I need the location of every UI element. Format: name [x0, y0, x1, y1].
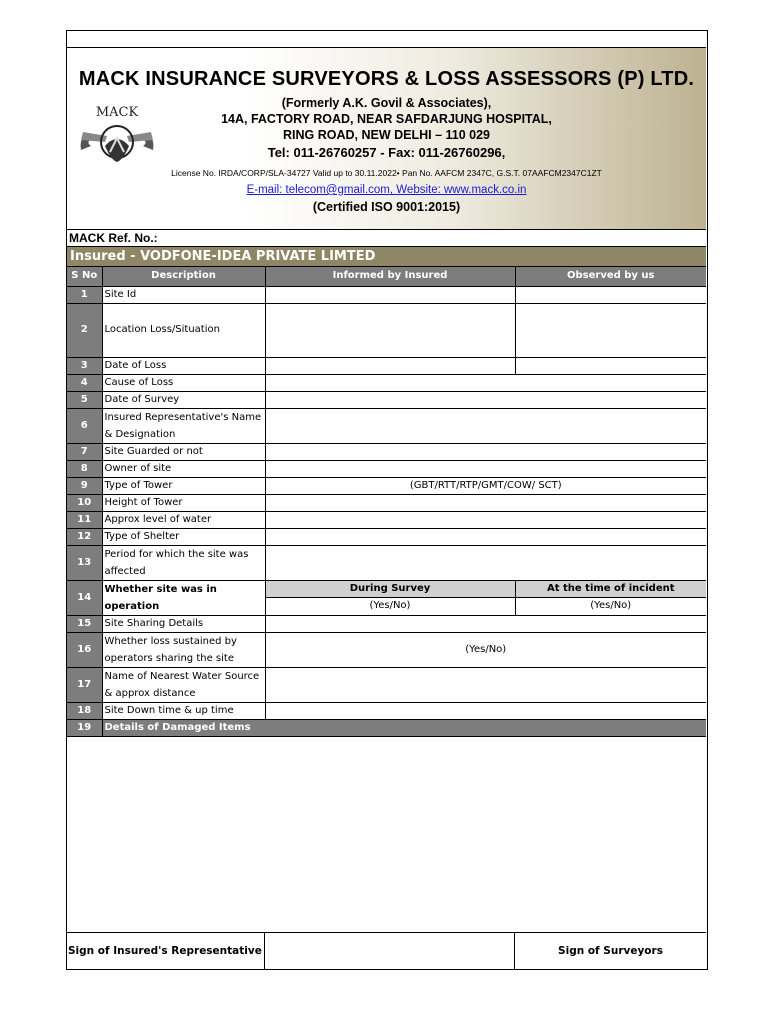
- observed-cell[interactable]: [515, 286, 706, 303]
- row-number: 4: [67, 374, 102, 391]
- sharing-loss-value[interactable]: (Yes/No): [265, 632, 706, 667]
- value-cell[interactable]: [265, 528, 706, 545]
- header-description: Description: [102, 267, 265, 286]
- row-number: 3: [67, 357, 102, 374]
- row-description: Whether loss sustained by operators sharing the site: [102, 632, 265, 667]
- row-number: 19: [67, 719, 102, 736]
- insured-signature-label: Sign of Insured's Representative: [67, 933, 265, 970]
- letterhead: [67, 47, 706, 230]
- insured-band: Insured - VODFONE-IDEA PRIVATE LIMTED: [67, 247, 706, 267]
- during-survey-value[interactable]: (Yes/No): [265, 598, 515, 616]
- row-description: Period for which the site was affected: [102, 545, 265, 580]
- mack-ref-label: MACK Ref. No.:: [67, 230, 706, 247]
- formerly-line: (Formerly A.K. Govil & Associates),: [281, 96, 492, 110]
- table-row: [67, 615, 706, 632]
- row-number: 2: [67, 303, 102, 357]
- row-description: Name of Nearest Water Source & approx distance: [102, 667, 265, 702]
- informed-cell[interactable]: [265, 286, 515, 303]
- address-line-1: 14A, FACTORY ROAD, NEAR SAFDARJUNG HOSPITAL,: [221, 112, 552, 126]
- row-number: 12: [67, 528, 102, 545]
- table-row: [67, 477, 706, 494]
- table-row: [67, 391, 706, 408]
- row-description: Whether site was in operation: [102, 580, 265, 615]
- value-cell[interactable]: [265, 391, 706, 408]
- row-description: Approx level of water: [102, 511, 265, 528]
- company-name: MACK INSURANCE SURVEYORS & LOSS ASSESSORS (P) LTD.: [78, 68, 695, 90]
- row-number: 5: [67, 391, 102, 408]
- header-informed: Informed by Insured: [265, 267, 515, 286]
- row-number: 6: [67, 408, 102, 443]
- table-row: [67, 545, 706, 580]
- table-row: [67, 443, 706, 460]
- header-observed: Observed by us: [515, 267, 706, 286]
- row-description: Date of Loss: [102, 357, 265, 374]
- surveyor-signature-label: Sign of Surveyors: [558, 945, 663, 957]
- survey-form: [66, 30, 708, 970]
- row-number: 13: [67, 545, 102, 580]
- value-cell[interactable]: [265, 667, 706, 702]
- observed-cell[interactable]: [515, 303, 706, 357]
- table-row: [67, 632, 706, 667]
- row-description: Site Id: [102, 286, 265, 303]
- incident-time-value[interactable]: (Yes/No): [515, 598, 706, 616]
- damaged-items-area[interactable]: [67, 708, 706, 932]
- row-number: 1: [67, 286, 102, 303]
- row-number: 14: [67, 580, 102, 615]
- row-description: Location Loss/Situation: [102, 303, 265, 357]
- value-cell[interactable]: [265, 545, 706, 580]
- value-cell[interactable]: [265, 494, 706, 511]
- table-row: [67, 374, 706, 391]
- value-cell[interactable]: [265, 408, 706, 443]
- license-line: License No. IRDA/CORP/SLA-34727 Valid up to 30.11.2022• Pan No. AAFCM 2347C, G.S.T. 07AAFCM2347C1ZT: [171, 168, 602, 178]
- informed-cell[interactable]: [265, 357, 515, 374]
- row-number: 11: [67, 511, 102, 528]
- tower-type-options[interactable]: (GBT/RTT/RTP/GMT/COW/ SCT): [265, 477, 706, 494]
- table-row: [67, 286, 706, 303]
- company-logo: [77, 102, 157, 174]
- value-cell[interactable]: [265, 460, 706, 477]
- row-number: 10: [67, 494, 102, 511]
- table-row: [67, 580, 706, 598]
- row-number: 9: [67, 477, 102, 494]
- observed-cell[interactable]: [515, 357, 706, 374]
- table-row: [67, 303, 706, 357]
- value-cell[interactable]: [265, 443, 706, 460]
- damaged-items-label: Details of Damaged Items: [102, 719, 706, 736]
- value-cell[interactable]: [265, 615, 706, 632]
- table-header-row: [67, 267, 706, 286]
- row-number: 8: [67, 460, 102, 477]
- insured-signature-box[interactable]: [265, 933, 515, 970]
- table-row: [67, 460, 706, 477]
- logo-text: MACK: [95, 105, 139, 120]
- header-sno: S No: [67, 267, 102, 286]
- address-line-2: RING ROAD, NEW DELHI – 110 029: [282, 128, 490, 142]
- phone-line: Tel: 011-26760257 - Fax: 011-26760296,: [267, 145, 506, 160]
- informed-cell[interactable]: [265, 303, 515, 357]
- table-row: [67, 667, 706, 702]
- row-description: Insured Representative's Name & Designation: [102, 408, 265, 443]
- during-survey-header: During Survey: [265, 580, 515, 598]
- row-description: Site Guarded or not: [102, 443, 265, 460]
- iso-certification: (Certified ISO 9001:2015): [312, 200, 461, 214]
- row-description: Date of Survey: [102, 391, 265, 408]
- row-number: 17: [67, 667, 102, 702]
- email-website-link[interactable]: E-mail: telecom@gmail.com, Website: www.mack.co.in: [246, 184, 527, 196]
- signature-row: [67, 932, 706, 969]
- row-description: Owner of site: [102, 460, 265, 477]
- row-number: 15: [67, 615, 102, 632]
- table-row: [67, 494, 706, 511]
- row-number: 16: [67, 632, 102, 667]
- value-cell[interactable]: [265, 511, 706, 528]
- table-row: [67, 528, 706, 545]
- row-description: Site Sharing Details: [102, 615, 265, 632]
- incident-time-header: At the time of incident: [515, 580, 706, 598]
- row-number: 18: [67, 702, 102, 719]
- row-number: 7: [67, 443, 102, 460]
- row-description: Type of Tower: [102, 477, 265, 494]
- row-description: Type of Shelter: [102, 528, 265, 545]
- table-row: [67, 511, 706, 528]
- value-cell[interactable]: [265, 374, 706, 391]
- row-description: Cause of Loss: [102, 374, 265, 391]
- row-description: Site Down time & up time: [102, 702, 265, 719]
- survey-table: [67, 267, 706, 737]
- row-description: Height of Tower: [102, 494, 265, 511]
- table-row: [67, 357, 706, 374]
- table-row: [67, 408, 706, 443]
